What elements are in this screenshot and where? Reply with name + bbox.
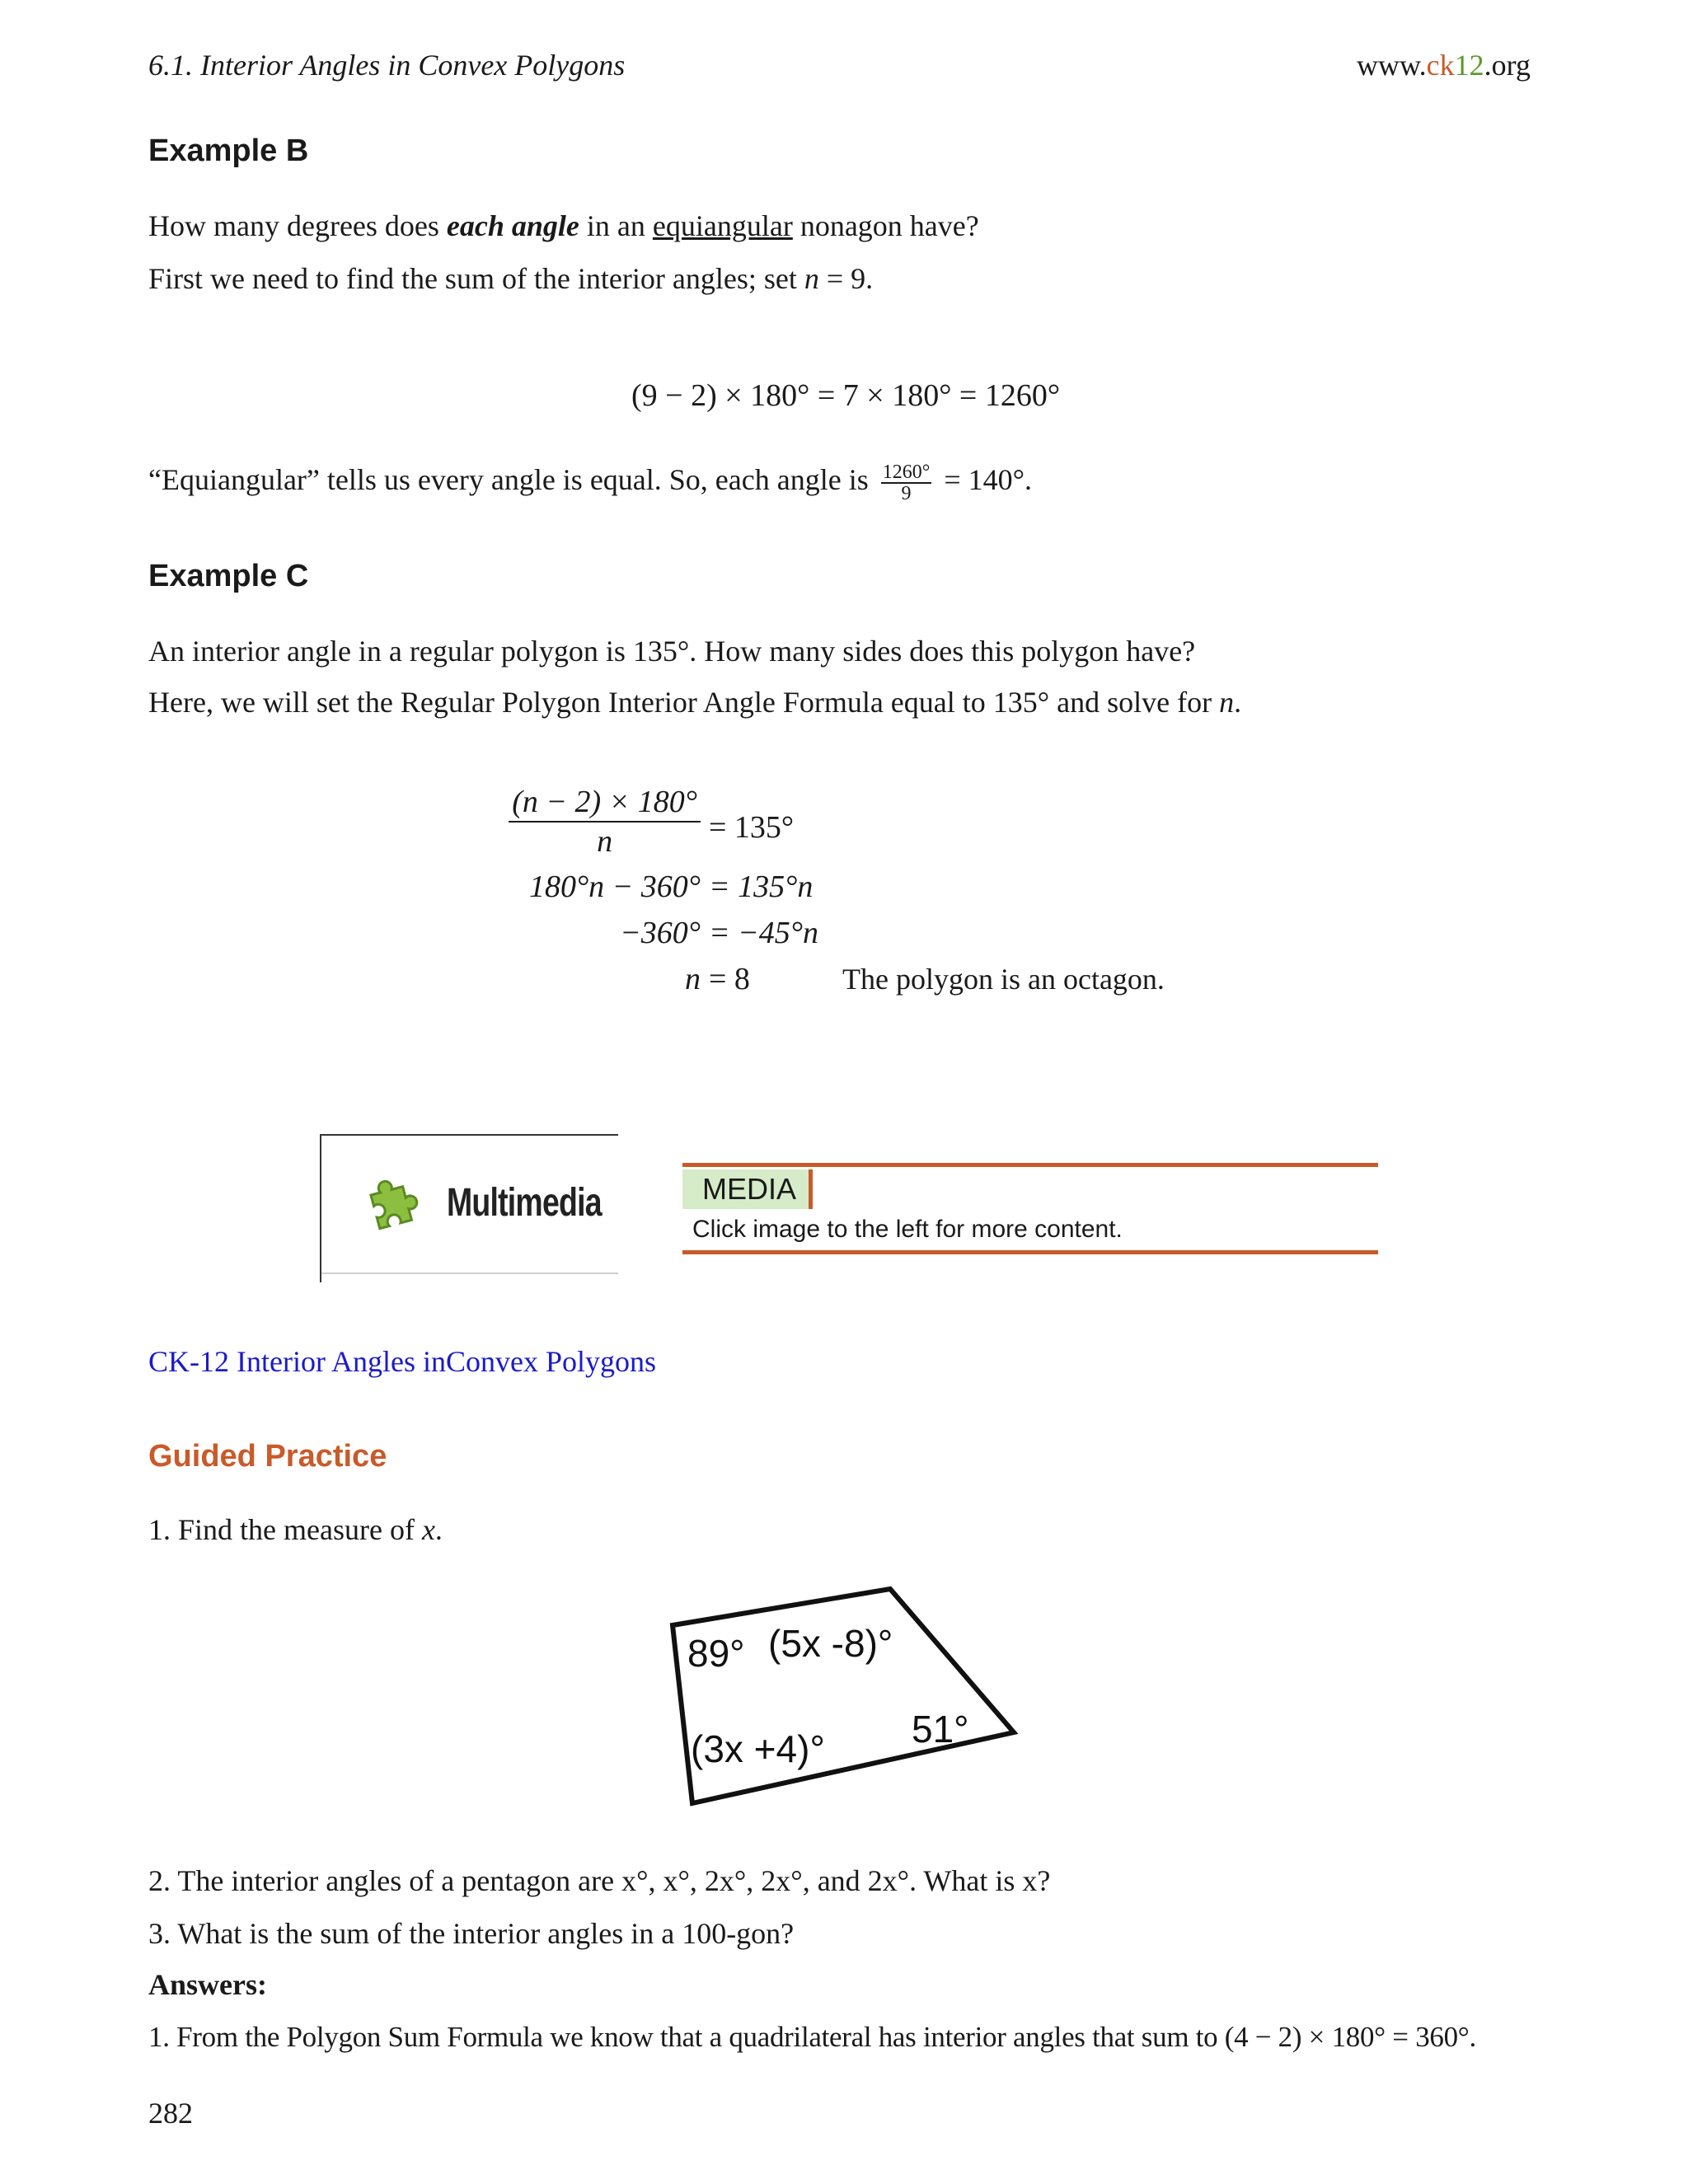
line2-pre: First we need to find the sum of the interior angles; set — [148, 262, 804, 295]
page-number: 282 — [148, 2097, 193, 2130]
media-label: MEDIA — [682, 1169, 813, 1209]
c-line2-pre: Here, we will set the Regular Polygon Interior Angle Formula equal to 135° and solve for — [148, 686, 1220, 719]
line2-post: = 9. — [818, 262, 874, 295]
quadrilateral-shape — [673, 1589, 1014, 1803]
q1-var: x — [421, 1513, 435, 1546]
example-b-heading: Example B — [148, 134, 309, 168]
example-b-line2 — [148, 260, 873, 297]
media-callout — [682, 1163, 1378, 1255]
running-header-site — [1357, 48, 1531, 82]
frac-den: 9 — [901, 482, 912, 504]
eq4-left: n — [685, 962, 701, 996]
angle-label-5x-minus-8: (5x -8)° — [768, 1622, 893, 1665]
quadrilateral-figure — [659, 1574, 1039, 1813]
media-top-rule — [682, 1163, 1378, 1167]
guided-q2: 2. The interior angles of a pentagon are x°, x°, 2x°, 2x°, and 2x°. What is x? — [148, 1864, 1051, 1897]
site-12: 12 — [1454, 49, 1484, 82]
eq2-right: = 135°n — [709, 869, 814, 904]
fraction-1260-over-9 — [881, 462, 932, 504]
answer-1: 1. From the Polygon Sum Formula we know that a quadrilateral has interior angles that sum to (4 − 2) × 180° = 360°. — [148, 2021, 1476, 2053]
frac-num: 1260° — [882, 461, 931, 483]
media-bottom-rule — [682, 1250, 1378, 1254]
eq-row-1 — [272, 783, 1261, 874]
running-header-section: 6.1. Interior Angles in Convex Polygons — [148, 49, 626, 82]
example-c-line1: An interior angle in a regular polygon is 135°. How many sides does this polygon have? — [148, 635, 1196, 668]
eq1-fraction — [509, 783, 701, 860]
eq1-right: = 135° — [709, 810, 795, 845]
angle-label-3x-plus-4: (3x +4)° — [691, 1727, 825, 1770]
guided-practice-heading: Guided Practice — [148, 1439, 387, 1474]
example-c-heading: Example C — [148, 559, 309, 593]
conclusion-post: = 140°. — [944, 463, 1033, 496]
conclusion-pre: “Equiangular” tells us every angle is equal. So, each angle is — [148, 463, 869, 496]
angle-label-51: 51° — [912, 1708, 969, 1750]
eq1-denominator: n — [597, 824, 613, 859]
eq3-left: −360° — [620, 916, 701, 950]
eq2-left: 180°n − 360° — [528, 869, 701, 904]
line2-var: n — [804, 262, 819, 295]
ck12-video-link[interactable]: CK-12 Interior Angles inConvex Polygons — [148, 1345, 656, 1378]
q1-post: . — [434, 1513, 443, 1546]
eq4-right: = 8 — [709, 962, 750, 996]
q-bold: each angle — [446, 209, 579, 242]
q1-pre: 1. Find the measure of — [148, 1513, 422, 1546]
puzzle-piece-icon — [359, 1179, 425, 1244]
eq3-right: = −45°n — [709, 916, 818, 950]
q-pre: How many degrees does — [148, 209, 447, 242]
equiangular-term: equiangular — [652, 209, 793, 242]
example-c-line2 — [148, 684, 1241, 720]
thumbnail-bottom-line — [321, 1272, 618, 1274]
guided-q1 — [148, 1511, 443, 1548]
eq4-note: The polygon is an octagon. — [842, 963, 1165, 996]
c-line2-var: n — [1219, 686, 1235, 719]
example-c-equations — [272, 783, 1261, 1005]
example-b-conclusion — [148, 462, 1032, 504]
eq1-numerator: (n − 2) × 180° — [509, 783, 701, 823]
q-post: nonagon have? — [792, 209, 979, 242]
multimedia-thumbnail[interactable] — [320, 1134, 618, 1282]
site-prefix: www. — [1357, 49, 1427, 82]
angle-label-89: 89° — [687, 1632, 745, 1675]
c-line2-post: . — [1234, 686, 1242, 719]
q-mid: in an — [579, 209, 653, 242]
multimedia-label: Multimedia — [447, 1181, 602, 1225]
example-b-question — [148, 208, 979, 244]
site-ck: ck — [1426, 49, 1455, 82]
guided-q3: 3. What is the sum of the interior angles in a 100-gon? — [148, 1917, 795, 1950]
example-b-equation: (9 − 2) × 180° = 7 × 180° = 1260° — [631, 378, 1061, 413]
answers-heading: Answers: — [148, 1968, 267, 2001]
site-suffix: .org — [1484, 49, 1531, 82]
media-caption: Click image to the left for more content. — [692, 1216, 1123, 1243]
